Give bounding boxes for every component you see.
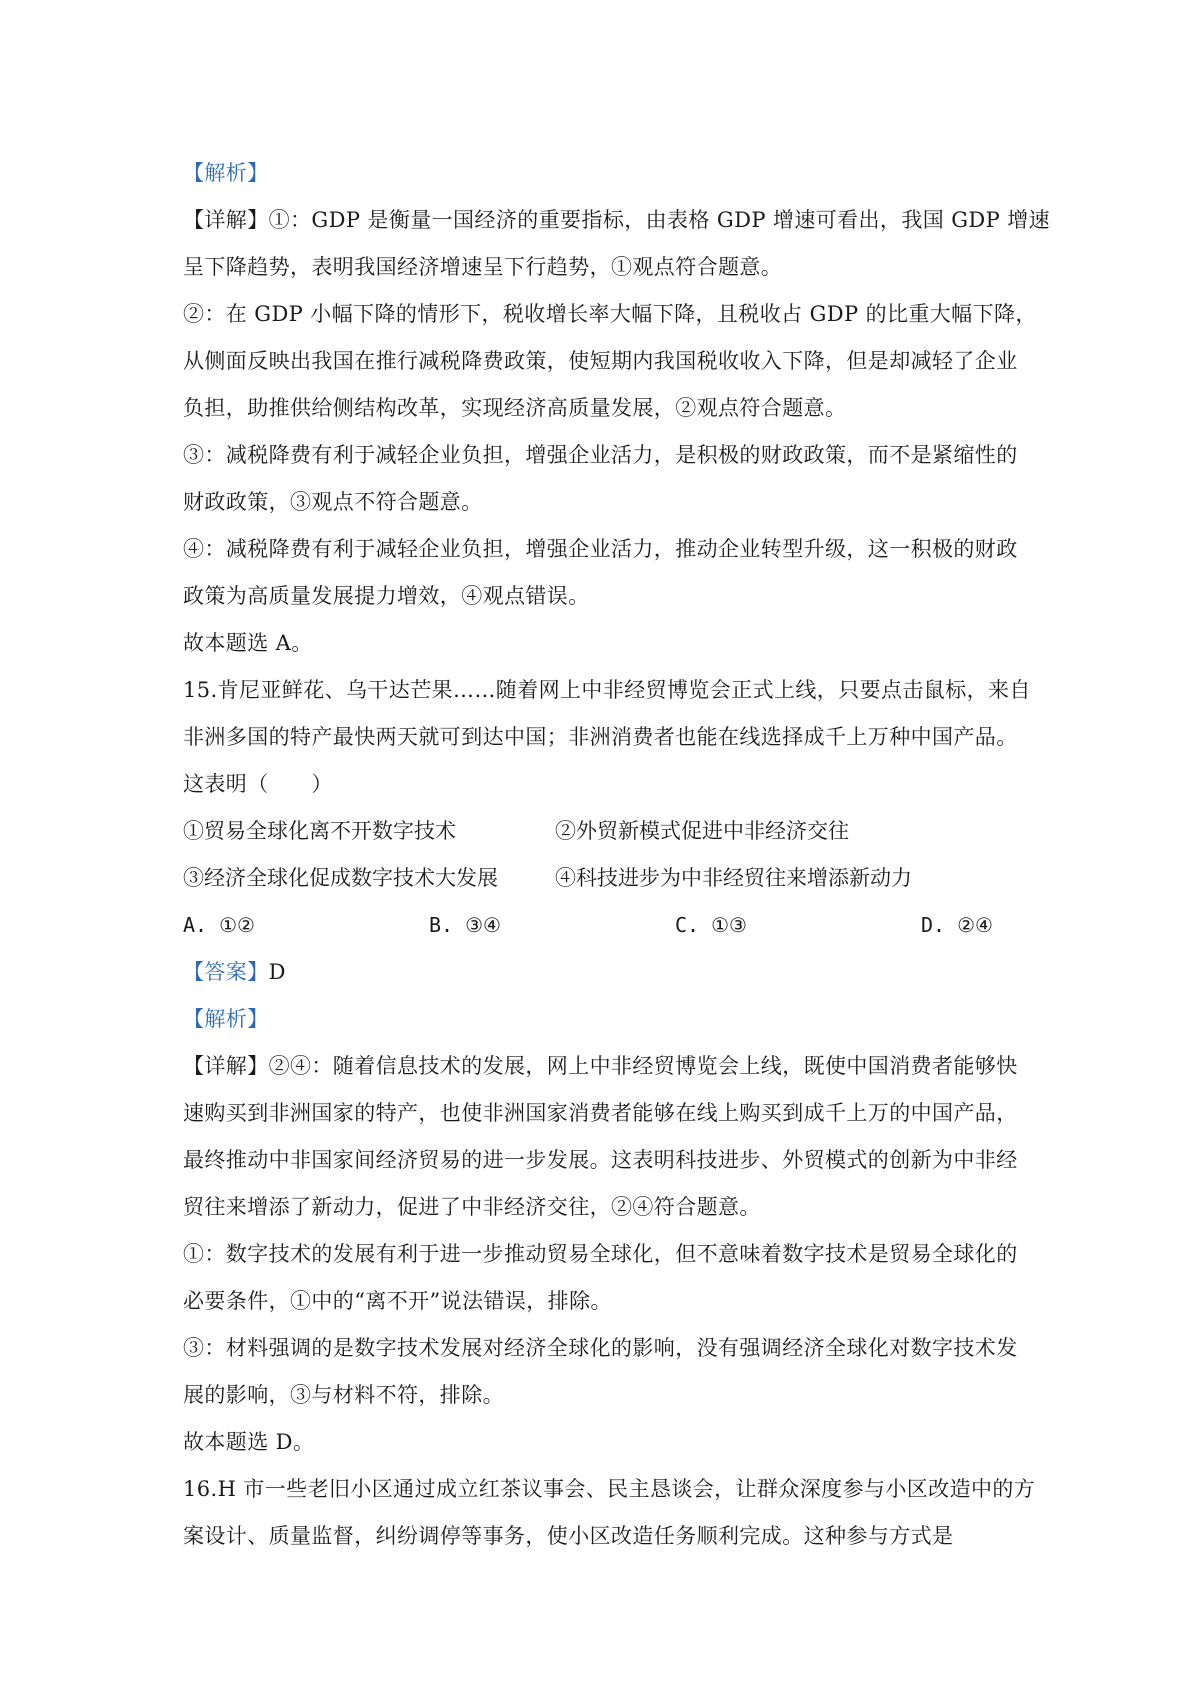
choice-b: B. ③④ [429,913,501,937]
analysis-heading [183,150,1023,197]
question-stem: 这表明（ ） [183,772,333,796]
question-stem: 15.肯尼亚鲜花、乌干达芒果……随着网上中非经贸博览会正式上线，只要点击鼠标，来自 [183,678,1031,702]
text-line: 负担，助推供给侧结构改革，实现经济高质量发展，②观点符合题意。 [183,396,847,420]
analysis-tag: 【解析】 [183,161,269,185]
statement-row [183,855,1023,902]
text-line: 速购买到非洲国家的特产，也使非洲国家消费者能够在线上购买到成千上万的中国产品， [183,1101,1018,1125]
choice-c: C. ①③ [675,913,747,937]
text-line: 从侧面反映出我国在推行减税降费政策，使短期内我国税收收入下降，但是却减轻了企业 [183,349,1018,373]
conclusion-line: 故本题选 A。 [183,631,313,655]
statement-item: ①贸易全球化离不开数字技术 [183,819,456,843]
question-stem: 案设计、质量监督，纠纷调停等事务，使小区改造任务顺利完成。这种参与方式是 [183,1524,954,1548]
detail-line [183,1043,1023,1090]
text-line: 展的影响，③与材料不符，排除。 [183,1383,504,1407]
text-line: ②：在 GDP 小幅下降的情形下，税收增长率大幅下降，且税收占 GDP 的比重大幅下降， [183,302,1037,326]
text-line: ①：GDP 是衡量一国经济的重要指标，由表格 GDP 增速可看出，我国 GDP 增速 [268,208,1051,232]
text-line: 财政政策，③观点不符合题意。 [183,490,483,514]
text-line: ③：减税降费有利于减轻企业负担，增强企业活力，是积极的财政政策，而不是紧缩性的 [183,443,1018,467]
text-line: ①：数字技术的发展有利于进一步推动贸易全球化，但不意味着数字技术是贸易全球化的 [183,1242,1018,1266]
detail-tag: 【详解】 [183,1054,269,1078]
detail-line [183,197,1051,244]
detail-tag: 【详解】 [183,208,269,232]
answer-tag: 【答案】 [183,960,269,984]
document-page [183,150,1051,1560]
question-stem: 非洲多国的特产最快两天就可到达中国；非洲消费者也能在线选择成千上万种中国产品。 [183,725,1018,749]
text-line: ②④：随着信息技术的发展，网上中非经贸博览会上线，既使中国消费者能够快 [268,1054,1018,1078]
analysis-heading [183,996,1023,1043]
text-line: 呈下降趋势，表明我国经济增速呈下行趋势，①观点符合题意。 [183,255,783,279]
choices-row [183,902,1023,949]
statement-item: ②外贸新模式促进中非经济交往 [555,819,849,843]
text-line: 必要条件，①中的“离不开”说法错误，排除。 [183,1289,612,1313]
answer-value: D [268,960,286,984]
question-stem: 16.H 市一些老旧小区通过成立红茶议事会、民主恳谈会，让群众深度参与小区改造中的方 [183,1477,1036,1501]
choice-d: D. ②④ [921,913,993,937]
analysis-tag: 【解析】 [183,1007,269,1031]
choice-a: A. ①② [183,913,255,937]
answer-line [183,949,1023,996]
text-line: 贸往来增添了新动力，促进了中非经济交往，②④符合题意。 [183,1195,761,1219]
text-line: 最终推动中非国家间经济贸易的进一步发展。这表明科技进步、外贸模式的创新为中非经 [183,1148,1018,1172]
text-line: 政策为高质量发展提力增效，④观点错误。 [183,584,590,608]
statement-item: ③经济全球化促成数字技术大发展 [183,866,498,890]
text-line: ③：材料强调的是数字技术发展对经济全球化的影响，没有强调经济全球化对数字技术发 [183,1336,1018,1360]
text-line: ④：减税降费有利于减轻企业负担，增强企业活力，推动企业转型升级，这一积极的财政 [183,537,1018,561]
statement-row [183,808,1023,855]
conclusion-line: 故本题选 D。 [183,1430,315,1454]
statement-item: ④科技进步为中非经贸往来增添新动力 [555,866,912,890]
